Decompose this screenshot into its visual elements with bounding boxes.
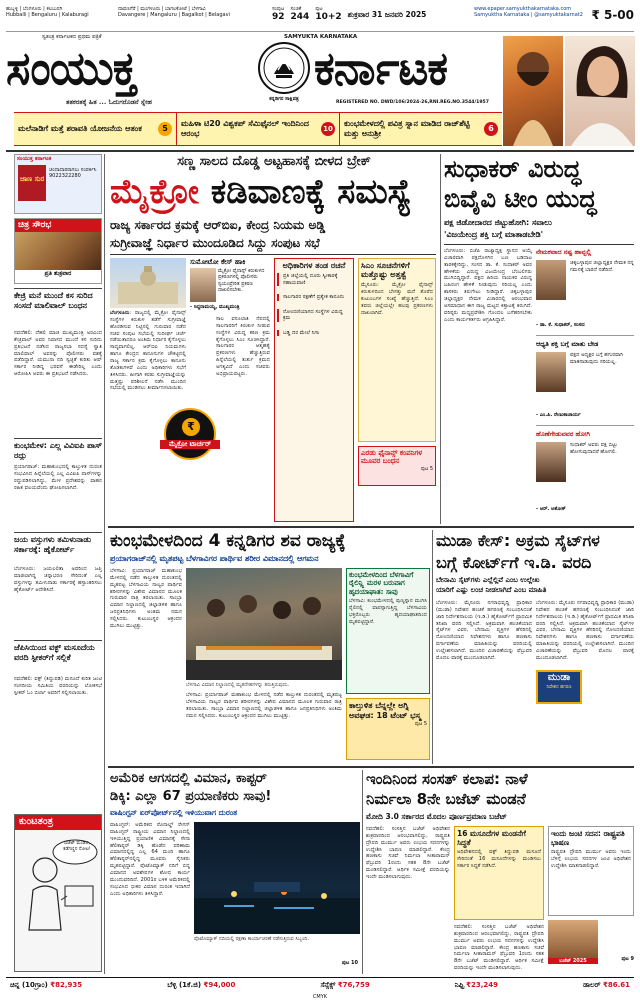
crash-page[interactable]: ಪುಟ 10 (341, 960, 358, 966)
officers-box: ಅಧಿಕಾರಿಗಳ ತಂಡ ರಚನೆ ಪ್ರತಿ ಜಿಲ್ಲೆಯಲ್ಲಿ ದೂರು ಸ್ವೀಕಾರಕ್ಕೆ ಸಹಾಯವಾಣಿ ಸಾಲಗಾರರ ರಕ್ಷಣೆಗೆ ಪ್ರತ್ಯೇಕ ಕಾನೂನು ನೋಂದಣಿಯಾಗದ ಸಂಸ್ಥೆಗಳ ವಿರುದ್ಧ ಕ್ರಮ ಬಡ್ಡಿ ದರ ಮೇಲೆ ನಿಗಾ (274, 258, 354, 522)
actor-photo (503, 36, 563, 146)
ticker-nifty: ನಿಫ್ಟಿ ₹23,249 (454, 981, 498, 990)
muda-sub-1: ಬೇನಾಮಿ ಸೈಟ್‌ಗಳು ಎಲ್ಲೆಲ್ಲಿವೆ ಎಂಬ ಉಲ್ಲೇಖ (436, 576, 540, 584)
muda-logo: ಮುಡಾ ನಿವೇಶನ ಹಗರಣ (536, 670, 582, 704)
teaser-3[interactable]: ಕುಂಭಮೇಳದಲ್ಲಿ ಪವಿತ್ರ ಸ್ನಾನ ಮಾಡಿದ ರಾಜ್‌ಶೆಟ್ಟಿ ಮತ್ತು ಅನುಶ್ರೀ 6 (340, 113, 502, 145)
cartoon-caption: ಬಜೆಟ್ ಮಂಡನೆ, ಕಡೆಗಣ್ಣಿನ ನೋಟ! (63, 841, 91, 852)
bills-box: 16 ಮಸೂದೆಗಳ ಮಂಡನೆಗೆ ಸಿದ್ಧತೆ ಅಧಿವೇಶನದಲ್ಲಿ ವಕ್ಫ್ ತಿದ್ದುಪಡಿ ಮಸೂದೆ ಸೇರಿದಂತೆ 16 ಮಸೂದೆಗಳನ್ನು ಮಂಡಿಸಲು ಸರ್ಕಾರ ಸಿದ್ಧತೆ ನಡೆಸಿದೆ. (454, 826, 544, 920)
budget-sub: ಮೋದಿ 3.0 ಸರ್ಕಾರದ ಮೊದಲ ಪೂರ್ಣಪ್ರಮಾಣ ಬಜೆಟ್ (366, 812, 507, 821)
kumbh-sub: ಪ್ರಯಾಗರಾಜ್‌ನಲ್ಲಿ ಮೃತಪಟ್ಟ ಬೆಳಗಾವಿಗರ ಪಾರ್ಥಿವ ಶರೀರ ವಿಮಾನದಲ್ಲಿ ಆಗಮನ (110, 554, 319, 563)
kumbh-headline[interactable]: ಕುಂಭಮೇಳದಿಂದ 4 ಕನ್ನಡಿಗರ ಶವ ರಾಜ್ಯಕ್ಕೆ (110, 531, 346, 551)
vidhana-soudha-photo (110, 258, 186, 308)
teaser-2[interactable]: ಮಹಿಳಾ ಟಿ20 ವಿಶ್ವಕಪ್ ಸೆಮಿಫೈನಲ್ ಇಂದಿನಿಂದ ಆರಂಭ 10 (177, 113, 340, 145)
story-headline-waqf[interactable]: ಜೆಪಿಸಿಯಿಂದ ವಕ್ಫ್ ಮಸೂದೆಯ ವರದಿ ಸ್ಪೀಕರ್‌ಗೆ ಸಲ್ಲಿಕೆ (14, 643, 95, 662)
story-body-waqf: ನವದೆಹಲಿ: ವಕ್ಫ್ (ತಿದ್ದುಪಡಿ) ಮಸೂದೆ ಕುರಿತ ಜಂಟಿ ಸಂಸದೀಯ ಸಮಿತಿಯ ವರದಿಯನ್ನು ಲೋಕಸಭೆ ಸ್ಪೀಕರ್ ಓಂ ಬಿರ್ಲಾ ಅವರಿಗೆ ಸಲ್ಲಿಸಲಾಯಿತು. (14, 676, 102, 696)
lead-story (108, 154, 438, 524)
lead-kicker: ಸಣ್ಣ ಸಾಲದ ದೊಡ್ಡ ಅಟ್ಟಹಾಸಕ್ಕೆ ಬೀಳದ ಬ್ರೇಕ್ (177, 154, 371, 169)
ticker-sensex: ಸೆನ್ಸೆಕ್ಸ್ ₹76,759 (320, 981, 370, 990)
lead-sub-2: ಸುಗ್ರೀವಾಜ್ಞೆ ನಿರ್ಧಾರ ಮುಂದೂಡಿದ ಸಿದ್ದು ಸಂಪುಟ ಸಭೆ (110, 236, 320, 250)
bjp-headline-1[interactable]: ಸುಧಾಕರ್ ವಿರುದ್ಧ (444, 155, 582, 183)
cartoon-box (14, 814, 102, 972)
ticker-dollar: ಡಾಲರ್ ₹86.61 (583, 981, 630, 990)
story-body-kumbh: ಪ್ರಯಾಗರಾಜ್: ಮಹಾಕುಂಭದಲ್ಲಿ ಕಾಲ್ತುಳಿತ ದುರಂತ ಸಂಭವಿಸಿದ ಹಿನ್ನೆಲೆಯಲ್ಲಿ ಎಲ್ಲ ವಿವಿಐಪಿ ಪಾಸ್‌ಗಳನ್ನು ರದ್ದುಪಡಿಸಲಾಗಿದ್ದು, ಮೇಳ ಪ್ರದೇಶವನ್ನು ವಾಹನ ರಹಿತ ವಲಯವೆಂದು ಘೋಷಿಸಲಾಗಿದೆ. (14, 464, 102, 491)
kumbh-photo (186, 568, 342, 680)
muda-sub-2: ಯಾರಿಗೆ ಎಷ್ಟು ಲಂಚ ನೀಡಲಾಗಿದೆ ಎಂಬ ಮಾಹಿತಿ (436, 586, 547, 594)
bjp-sub-1: ಪಕ್ಷ ಜಿಡೋದಾರದ ಜಿಟ್ಟುಹೋಗಿ: ಸವಾಲು (444, 218, 552, 227)
lead-sub-1: ರಾಜ್ಯ ಸರ್ಕಾರದ ಕ್ರಮಕ್ಕೆ ಆರ್‌ಬಿಐ, ಕೇಂದ್ರ ನಿಯಮ ಅಡ್ಡಿ (110, 218, 326, 232)
fire-box[interactable]: ಕಾಲ್ತುಳಿತ ಬೆನ್ನಲ್ಲೇ ಅಗ್ನಿ ಅವಘಡ: 18 ಟೆಂಟ್ ಭಸ್ಮ ಪುಟ 5 (346, 698, 430, 760)
tagline: ತತಕರತಕ್ಕೆ ಹಿತ ... ಓದುಗರೊಡನೆ ಸ್ನೇಹ (66, 98, 152, 106)
web-links (474, 6, 586, 19)
ashok-photo (536, 442, 566, 482)
market-ticker (6, 977, 634, 993)
cm-instructions-box: ಸಿಎಂ ಸೂಚನೆಗಳಿಗೆ ಮತ್ತೊಷ್ಟು ಅತ್ತತ್ವೆ ಮೈಸೂರು: ಮೈಕ್ರೋ ಫೈನಾನ್ಸ್ ಕಿರುಕುಳದಿಂದ ಬೇಸತ್ತು ಮನೆ ತೊರೆದ ಕುಟುಂಬಗಳ ಸಂಖ್ಯೆ ಹೆಚ್ಚುತ್ತಿದೆ. ಸಿಎಂ ತವರು ಜಿಲ್ಲೆಯಲ್ಲೇ ಹಲವು ಪ್ರಕರಣಗಳು ದಾಖಲಾಗಿವೆ. (358, 258, 436, 442)
sudhakar-quote: ನೇಮಕವಾದ ನಷ್ಟ ಹಾವ್ಬಲ್ಲಿ ಚಿಕ್ಕಬಳ್ಳಾಪುರ ಜಿಲ್ಲಾಧ್ಯಕ್ಷರ ನೇಮಕ ನನ್ನ ಗಮನಕ್ಕೆ ಬಾರದೆ ನಡೆದಿದೆ. - ಡಾ. ಕೆ. ಸುಧಾಕರ್, ಸಂಸದ (536, 248, 634, 336)
top-tag: ಸ್ವತಂತ್ರ ಕರ್ನಾಟಕದ ಪ್ರಥಮ ಪತ್ರಿಕೆ (42, 34, 102, 40)
lead-body: ಬೆಂಗಳೂರು: ರಾಜ್ಯದಲ್ಲಿ ಮೈಕ್ರೋ ಫೈನಾನ್ಸ್ ಸಂಸ್ಥೆಗಳ ಕಿರುಕುಳ ತಡೆಗೆ ಸುಗ್ರೀವಾಜ್ಞೆ ಹೊರಡಿಸುವ ನಿಟ್ಟಿನಲ್ಲಿ ಗುರುವಾರ ನಡೆದ ಸಚಿವ ಸಂಪುಟ ಸಭೆಯಲ್ಲಿ ಸುದೀರ್ಘ ಚರ್ಚೆ ನಡೆಯಿತಾದರೂ ಅಂತಿಮ ನಿರ್ಧಾರ ಕೈಗೊಳ್ಳಲು ಸಾಧ್ಯವಾಗಲಿಲ್ಲ. ಆರ್‌ಬಿಐ ನಿಯಮಗಳು ಹಾಗೂ ಕೇಂದ್ರದ ಕಾನೂನುಗಳ ಚೌಕಟ್ಟಿನಲ್ಲಿ ರಾಜ್ಯ ಸರ್ಕಾರ ಕ್ರಮ ಕೈಗೊಳ್ಳಲು ಕಾನೂನು ತೊಡಕುಗಳಿವೆ ಎಂದು ಅಧಿಕಾರಿಗಳು ಸಭೆಗೆ ತಿಳಿಸಿದರು. ಹೀಗಾಗಿ ಕರಡು ಸುಗ್ರೀವಾಜ್ಞೆಯನ್ನು ಮತ್ತಷ್ಟು ಪರಿಶೀಲನೆ ನಡೆಸಿ ಮುಂದಿನ ಸಭೆಯಲ್ಲಿ ಮಂಡಿಸಲು ತೀರ್ಮಾನಿಸಲಾಯಿತು. (110, 310, 186, 392)
ticker-silver: ಬೆಳ್ಳಿ (1ಕೆ.ಜಿ) ₹94,000 (167, 981, 236, 990)
teaser-1[interactable]: ಮಲೆನಾಡಿಗೆ ಮತ್ತೆ ಶರಾವತಿ ಯೋಜನೆಯ ಆತಂಕ 5 (14, 113, 177, 145)
cmyk-label: CMYK (312, 994, 328, 1000)
masthead-seal (258, 42, 310, 94)
lead-body-2: ಸಾಲ ವಸೂಲಾತಿ ನೆಪದಲ್ಲಿ ಸಾಲಗಾರರಿಗೆ ಕಿರುಕುಳ ನೀಡುವ ಸಂಸ್ಥೆಗಳ ವಿರುದ್ಧ ಕಠಿಣ ಕ್ರಮ ಕೈಗೊಳ್ಳಲು ಸಿಎಂ ಸೂಚಿಸಿದ್ದಾರೆ. ಸಾಲಗಾರರ ಆತ್ಮಹತ್ಯೆ ಪ್ರಕರಣಗಳು ಹೆಚ್ಚುತ್ತಿರುವ ಹಿನ್ನೆಲೆಯಲ್ಲಿ ತುರ್ತು ಕ್ರಮದ ಅಗತ್ಯವಿದೆ ಎಂದು ಸಚಿವರು ಅಭಿಪ್ರಾಯಪಟ್ಟರು. (216, 316, 270, 377)
small-title: SAMYUKTA KARNATAKA (284, 34, 358, 40)
muda-headline-2[interactable]: ಬಗ್ಗೆ ಕೋರ್ಟ್‌ಗೆ ಇ.ಡಿ. ವರದಿ (436, 553, 592, 572)
muda-headline-1[interactable]: ಮುಡಾ ಕೇಸ್: ಅಕ್ರಮ ಸೈಟ್‌ಗಳ (436, 531, 600, 550)
masthead-title-left: ಸಂಯುಕ್ತ (6, 41, 137, 95)
budget-page[interactable]: ಪುಟ 9 (621, 956, 634, 962)
story-body-maliwal: ನವದೆಹಲಿ: ದೆಹಲಿ ಮಾಜಿ ಮುಖ್ಯಮಂತ್ರಿ ಅರವಿಂದ ಕೇಜ್ರಿವಾಲ್ ಅವರ ನಿವಾಸದ ಮುಂದೆ ಕಸ ಸುರಿದು ಪ್ರತಿಭಟನೆ ನಡೆಸಿದ ರಾಜ್ಯಸಭಾ ಸದಸ್ಯೆ ಸ್ವಾತಿ ಮಾಲಿವಾಲ್ ಅವರನ್ನು ಪೊಲೀಸರು ವಶಕ್ಕೆ ಪಡೆದಿದ್ದಾರೆ. ಯಮುನಾ ನದಿ ಸ್ವಚ್ಛತೆ ಕುರಿತು ಆಪ್ ಸರ್ಕಾರ ನೀಡಿದ್ದ ಭರವಸೆ ಈಡೇರಿಲ್ಲ ಎಂದು ಆರೋಪಿಸಿ ಅವರು ಈ ಪ್ರತಿಭಟನೆ ನಡೆಸಿದರು. (14, 330, 102, 378)
issue-date: ಶುಕ್ರವಾರ 31 ಜನವರಿ 2025 (347, 10, 427, 20)
bjp-body: ಬೆಂಗಳೂರು: ಬಿಜೆಪಿ ರಾಜ್ಯಾಧ್ಯಕ್ಷ ಸ್ಥಾನದ ಆಯ್ಕೆ ವಿಚಾರವಾಗಿ ಪಕ್ಷದೊಳಗಿನ ಬಣ ಬಡಿದಾಟ ತಾರಕಕ್ಕೇರಿದ್ದು, ಸಂಸದ ಡಾ. ಕೆ. ಸುಧಾಕರ್ ಅವರ ಹೇಳಿಕೆಯ ವಿರುದ್ಧ ವಿಜಯೇಂದ್ರ ಬೆಂಬಲಿಗರು ಮುಗಿಬಿದ್ದಿದ್ದಾರೆ. ಪಕ್ಷದ ಹಿರಿಯ ನಾಯಕರ ವಿರುದ್ಧ ಬಹಿರಂಗ ಹೇಳಿಕೆ ನೀಡುವುದು ಸರಿಯಲ್ಲ ಎಂದು ಶಾಸಕರು ತಿರುಗೇಟು ನೀಡಿದ್ದಾರೆ. ಚಿಕ್ಕಬಳ್ಳಾಪುರ ಜಿಲ್ಲಾಧ್ಯಕ್ಷರ ನೇಮಕ ವಿಚಾರದಲ್ಲಿ ಆರಂಭವಾದ ಅಸಮಾಧಾನ ಈಗ ರಾಜ್ಯ ಮಟ್ಟದ ಕಿತ್ತಾಟಕ್ಕೆ ತಿರುಗಿದೆ. ವರಿಷ್ಠರು ಮಧ್ಯಪ್ರವೇಶಿಸಿ ಗೊಂದಲ ಬಗೆಹರಿಸಬೇಕು ಎಂದು ಕಾರ್ಯಕರ್ತರು ಆಗ್ರಹಿಸಿದ್ದಾರೆ. (444, 248, 532, 323)
ashok-quote: ಹೊಣೆಗೇಡುವವರ ಹೋಗಿ ಸುಧಾಕರ್ ಅವರು ಪಕ್ಷ ಬಿಟ್ಟು ಹೋಗುವುದಾದರೆ ಹೋಗಲಿ. - ಆರ್. ಅಶೋಕ್ (536, 430, 618, 512)
sudhakar-photo (536, 260, 566, 300)
cartoon-title: ಕುಂಟತಂತ್ರ (15, 815, 101, 830)
ticker-gold: ಚಿನ್ನ (10ಗ್ರಾಂ) ₹82,935 (10, 981, 83, 990)
left-column (14, 154, 102, 974)
crash-photo (194, 822, 360, 934)
budget-body-2: ನವದೆಹಲಿ: ಸಂಸತ್ತಿನ ಬಜೆಟ್ ಅಧಿವೇಶನ ಶುಕ್ರವಾರದಿಂದ ಆರಂಭವಾಗಲಿದ್ದು, ರಾಷ್ಟ್ರಪತಿ ದ್ರೌಪದಿ ಮುರ್ಮು ಅವರು ಉಭಯ ಸದನಗಳನ್ನು ಉದ್ದೇಶಿಸಿ ಭಾಷಣ ಮಾಡಲಿದ್ದಾರೆ. ಕೇಂದ್ರ ಹಣಕಾಸು ಸಚಿವೆ ನಿರ್ಮಲಾ ಸೀತಾರಾಮನ್ ಫೆಬ್ರುವರಿ 1ರಂದು ಸತತ 8ನೇ ಬಜೆಟ್ ಮಂಡಿಸಲಿದ್ದಾರೆ. ಆರ್ಥಿಕ ಸಮೀಕ್ಷೆ ವರದಿಯನ್ನು ಇಂದೇ ಮಂಡಿಸಲಾಗುವುದು. (454, 924, 544, 972)
top-bar (6, 4, 634, 32)
budget-story (366, 770, 634, 974)
actress-photo (565, 36, 635, 146)
editions-1: ಹುಬ್ಬಳ್ಳಿ | ಬೆಂಗಳೂರು | ಕಲಬುರಗಿ Hubballi | Bengaluru | Kalaburagi (6, 6, 89, 19)
social-handles: Samyuktha Karnataka | @samyuktakarnat2 (474, 12, 583, 19)
muda-story (436, 530, 634, 764)
masthead-title-right: ಕರ್ನಾಟಕ (314, 41, 448, 95)
kumbh-body-2: ಬೆಳಗಾವಿ: ಪ್ರಯಾಗರಾಜ್ ಮಹಾಕುಂಭ ಮೇಳದಲ್ಲಿ ನಡೆದ ಕಾಲ್ತುಳಿತ ದುರಂತದಲ್ಲಿ ಮೃತಪಟ್ಟ ಬೆಳಗಾವಿಯ ನಾಲ್ವರ ಪಾರ್ಥಿವ ಶರೀರಗಳನ್ನು ವಿಶೇಷ ವಿಮಾನದ ಮೂಲಕ ಗುರುವಾರ ರಾತ್ರಿ ತರಲಾಯಿತು. ಸಾಂಬ್ರಾ ವಿಮಾನ ನಿಲ್ದಾಣದಲ್ಲಿ ಜಿಲ್ಲಾಡಳಿತ ಹಾಗೂ ಜನಪ್ರತಿನಿಧಿಗಳು ಅಂತಿಮ ನಮನ ಸಲ್ಲಿಸಿದರು. ಕುಟುಂಬಸ್ಥರ ಆಕ್ರಂದನ ಮುಗಿಲು ಮುಟ್ಟಿತ್ತು. (186, 692, 342, 719)
cm-quote: ಸುಮೋಟೋ ಕೇಸ್ ಹಾಕಿ ಮೈಕ್ರೋ ಫೈನಾನ್ಸ್ ಕಿರುಕುಳದ ಪ್ರಕರಣಗಳಲ್ಲಿ ಪೊಲೀಸರು ಸ್ವಯಂಪ್ರೇರಿತ ಪ್ರಕರಣ ದಾಖಲಿಸಬೇಕು. - ಸಿದ್ದರಾಮಯ್ಯ, ಮುಖ್ಯಮಂತ್ರಿ (190, 258, 265, 310)
story-headline-jaya[interactable]: ಜಯ ವಸ್ತುಗಳು ತಮಿಳುನಾಡು ಸರ್ಕಾರಕ್ಕೆ: ಹೈಕೋರ್ಟ್ (14, 535, 92, 554)
budget-headline-2[interactable]: ನಿರ್ಮಲಾ 8ನೇ ಬಜೆಟ್ ಮಂಡನೆ (366, 790, 526, 808)
story-headline-maliwal[interactable]: ಕೇಜ್ರಿ ಮನೆ ಮುಂದೆ ಕಸ ಸುರಿದ ಸಂಸದೆ ಮಾಲಿವಾಲ್ ಬಂಧನ (14, 291, 93, 310)
cm-photo (190, 268, 216, 302)
bjp-headline-2[interactable]: ಬಿವೈವಿ ಟೀಂ ಯುದ್ಧ (444, 185, 597, 213)
story-headline-kumbh[interactable]: ಕುಂಭಮೇಳ: ಎಲ್ಲ ವಿವಿಐಪಿ ಪಾಸ್ ರದ್ದು (14, 441, 102, 460)
teaser-strip (14, 112, 502, 146)
budget-headline-1[interactable]: ಇಂದಿನಿಂದ ಸಂಸತ್ ಕಲಾಪ: ನಾಳೆ (366, 770, 528, 788)
arrest-box[interactable]: ಎರಡು ಫೈನಾನ್ಸ್ ಕಂಪನಿಗಳ ಮೂವರ ಬಂಧನ ಪುಟ 5 (358, 446, 436, 486)
torture-badge: ₹ ಮೈಕ್ರೋ ಟಾರ್ಚರ್ (164, 408, 216, 460)
chitra-promo[interactable]: ಚಿತ್ರ ಸೌರಭ ಪ್ರತಿ ಶುಕ್ರವಾರ (14, 218, 102, 284)
magazine-promo[interactable]: ಸಂಯುಕ್ತ ಕರ್ನಾಟಕ ಜಾಣ ಸುರ ಚಂದಾದಾರರಾಗಲು ಸಂಪರ್ಕಿಸಿ 9022322280 (14, 154, 102, 214)
kumbh-story (108, 530, 430, 764)
lead-headline[interactable]: ಮೈಕ್ರೋ ಕಡಿವಾಣಕ್ಕೆ ಸಮಸ್ಯೆ (110, 172, 412, 212)
editions-2: ದಾವಣಗೆರೆ | ಮಂಗಳೂರು | ಬಾಗಲಕೋಟೆ | ಬೆಳಗಾವಿ Davangere | Mangaluru | Bagalkot | Belagavi (118, 6, 230, 19)
crash-caption: ಪೊಟೊಮ್ಯಾಕ್ ನದಿಯಲ್ಲಿ ರಕ್ಷಣಾ ಕಾರ್ಯಾಚರಣೆ ನಡೆಸುತ್ತಿರುವ ಸಿಬ್ಬಂದಿ. (194, 936, 309, 942)
muda-body-2: ಬೆಂಗಳೂರು: ಮೈಸೂರು ನಗರಾಭಿವೃದ್ಧಿ ಪ್ರಾಧಿಕಾರ (ಮುಡಾ) ನಿವೇಶನ ಹಂಚಿಕೆ ಹಗರಣಕ್ಕೆ ಸಂಬಂಧಿಸಿದಂತೆ ಜಾರಿ ನಿರ್ದೇಶನಾಲಯ (ಇ.ಡಿ.) ಹೈಕೋರ್ಟ್‌ಗೆ ಪ್ರಾಥಮಿಕ ತನಿಖಾ ವರದಿ ಸಲ್ಲಿಸಿದೆ. ಅಕ್ರಮವಾಗಿ ಹಂಚಿಕೆಯಾದ ಸೈಟ್‌ಗಳ ವಿವರ, ಬೇನಾಮಿ ವ್ಯಕ್ತಿಗಳ ಹೆಸರಿನಲ್ಲಿ ನೋಂದಣಿಯಾದ ನಿವೇಶನಗಳು ಹಾಗೂ ಹಣಕಾಸು ವರ್ಗಾವಣೆಯ ಮಾಹಿತಿಯನ್ನು ವರದಿಯಲ್ಲಿ ಉಲ್ಲೇಖಿಸಲಾಗಿದೆ. ಮುಂದಿನ ವಿಚಾರಣೆಯನ್ನು ಫೆಬ್ರುವರಿ ಮೊದಲ ವಾರಕ್ಕೆ ಮುಂದೂಡಲಾಗಿದೆ. (536, 600, 634, 661)
price: ₹ 5-00 (591, 8, 634, 22)
heart-attack-box: ಕುಂಭಮೇಳದಿಂದ ಬೆಳಗಾವಿಗೆ ರೈಲಿನ್ಲ್ಲಿ ಮರಳ ಬರುವಾಗ ಹೃದಯಾಘಾತ: ಸಾವು ಬೆಳಗಾವಿ: ಕುಂಭಮೇಳದಲ್ಲಿ ಪುಣ್ಯಸ್ನಾನ ಮುಗಿಸಿ ರೈಲಿನಲ್ಲಿ ವಾಪಸ್ಸಾಗುತ್ತಿದ್ದ ಬೆಳಗಾವಿಯ ಭಕ್ತರೊಬ್ಬರು ಹೃದಯಾಘಾತದಿಂದ ಮೃತಪಟ್ಟಿದ್ದಾರೆ. (346, 568, 430, 694)
renukacharya-photo (536, 352, 566, 392)
registered-no: REGISTERED NO. DWD/106/2024-26,RNI.REG.NO.3544/1957 (336, 100, 489, 105)
seal-text: ಕನ್ನಡಿಗರ ಸಾಕ್ಷಿಪತ್ರ (269, 96, 299, 102)
nirmala-photo: ಬಜೆಟ್ 2025 (548, 920, 598, 964)
kumbh-caption: ಬೆಳಗಾವಿ ವಿಮಾನ ನಿಲ್ದಾಣದಲ್ಲಿ ಮೃತದೇಹಗಳನ್ನು ತರುತ್ತಿರುವುದು. (186, 682, 290, 688)
issue-info: ಸಂಪುಟ 92 ಸಂಚಿಕೆ 244 ಪುಟ 10+2 ಶುಕ್ರವಾರ 31 ಜನವರಿ 2025 (272, 6, 427, 23)
muda-body: ಬೆಂಗಳೂರು: ಮೈಸೂರು ನಗರಾಭಿವೃದ್ಧಿ ಪ್ರಾಧಿಕಾರ (ಮುಡಾ) ನಿವೇಶನ ಹಂಚಿಕೆ ಹಗರಣಕ್ಕೆ ಸಂಬಂಧಿಸಿದಂತೆ ಜಾರಿ ನಿರ್ದೇಶನಾಲಯ (ಇ.ಡಿ.) ಹೈಕೋರ್ಟ್‌ಗೆ ಪ್ರಾಥಮಿಕ ತನಿಖಾ ವರದಿ ಸಲ್ಲಿಸಿದೆ. ಅಕ್ರಮವಾಗಿ ಹಂಚಿಕೆಯಾದ ಸೈಟ್‌ಗಳ ವಿವರ, ಬೇನಾಮಿ ವ್ಯಕ್ತಿಗಳ ಹೆಸರಿನಲ್ಲಿ ನೋಂದಣಿಯಾದ ನಿವೇಶನಗಳು ಹಾಗೂ ಹಣಕಾಸು ವರ್ಗಾವಣೆಯ ಮಾಹಿತಿಯನ್ನು ವರದಿಯಲ್ಲಿ ಉಲ್ಲೇಖಿಸಲಾಗಿದೆ. ಮುಂದಿನ ವಿಚಾರಣೆಯನ್ನು ಫೆಬ್ರುವರಿ ಮೊದಲ ವಾರಕ್ಕೆ ಮುಂದೂಡಲಾಗಿದೆ. (436, 600, 532, 661)
renukacharya-quote: ಆಧ್ಯತಿ ಶಕ್ತಿ ಬಗ್ಗೆ ಮಾತು ಬೇಡ ಪಕ್ಷದ ಅಧ್ಯಕ್ಷರ ಬಗ್ಗೆ ಹಗುರವಾಗಿ ಮಾತನಾಡುವುದು ಸರಿಯಲ್ಲ. - ಎಂ.ಪಿ. ರೇಣುಕಾಚಾರ್ಯ (536, 340, 634, 426)
us-crash-story (108, 770, 360, 974)
crash-headline-1[interactable]: ಅಮೆರಿಕ ಆಗಸದಲ್ಲಿ ವಿಮಾನ, ಕಾಪ್ಟರ್ (110, 771, 267, 786)
kumbh-body: ಬೆಳಗಾವಿ: ಪ್ರಯಾಗರಾಜ್ ಮಹಾಕುಂಭ ಮೇಳದಲ್ಲಿ ನಡೆದ ಕಾಲ್ತುಳಿತ ದುರಂತದಲ್ಲಿ ಮೃತಪಟ್ಟ ಬೆಳಗಾವಿಯ ನಾಲ್ವರ ಪಾರ್ಥಿವ ಶರೀರಗಳನ್ನು ವಿಶೇಷ ವಿಮಾನದ ಮೂಲಕ ಗುರುವಾರ ರಾತ್ರಿ ತರಲಾಯಿತು. ಸಾಂಬ್ರಾ ವಿಮಾನ ನಿಲ್ದಾಣದಲ್ಲಿ ಜಿಲ್ಲಾಡಳಿತ ಹಾಗೂ ಜನಪ್ರತಿನಿಧಿಗಳು ಅಂತಿಮ ನಮನ ಸಲ್ಲಿಸಿದರು. ಕುಟುಂಬಸ್ಥರ ಆಕ್ರಂದನ ಮುಗಿಲು ಮುಟ್ಟಿತ್ತು. (110, 568, 182, 629)
bjp-sub-2: 'ವಿಜಯೇಂದ್ರ ಶಕ್ತಿ ಬಗ್ಗೆ ಮಾತಾಡಬೇಡಿ' (444, 230, 544, 239)
website-link: www.epaper.samyukthakarnataka.com (474, 6, 572, 12)
crash-sub: ವಾಷಿಂಗ್ಟನ್ ಏರ್‌ಪೋರ್ಟ್‌ನಲ್ಲಿ ಇಳಿಯುವಾಗ ದುರಂತ (110, 808, 238, 817)
budget-body: ನವದೆಹಲಿ: ಸಂಸತ್ತಿನ ಬಜೆಟ್ ಅಧಿವೇಶನ ಶುಕ್ರವಾರದಿಂದ ಆರಂಭವಾಗಲಿದ್ದು, ರಾಷ್ಟ್ರಪತಿ ದ್ರೌಪದಿ ಮುರ್ಮು ಅವರು ಉಭಯ ಸದನಗಳನ್ನು ಉದ್ದೇಶಿಸಿ ಭಾಷಣ ಮಾಡಲಿದ್ದಾರೆ. ಕೇಂದ್ರ ಹಣಕಾಸು ಸಚಿವೆ ನಿರ್ಮಲಾ ಸೀತಾರಾಮನ್ ಫೆಬ್ರುವರಿ 1ರಂದು ಸತತ 8ನೇ ಬಜೆಟ್ ಮಂಡಿಸಲಿದ್ದಾರೆ. ಆರ್ಥಿಕ ಸಮೀಕ್ಷೆ ವರದಿಯನ್ನು ಇಂದೇ ಮಂಡಿಸಲಾಗುವುದು. (366, 826, 450, 881)
crash-headline-2[interactable]: ಡಿಕ್ಕಿ: ಎಲ್ಲಾ 67 ಪ್ರಯಾಣಿಕರು ಸಾವು! (110, 789, 272, 804)
bjp-story (444, 154, 634, 524)
story-body-jaya: ಬೆಂಗಳೂರು: ಜಯಲಲಿತಾ ಅವರಿಂದ ಜಪ್ತಿ ಮಾಡಲಾಗಿದ್ದ ಚಿನ್ನಾಭರಣ ಸೇರಿದಂತೆ ಎಲ್ಲ ವಸ್ತುಗಳನ್ನು ತಮಿಳುನಾಡು ಸರ್ಕಾರಕ್ಕೆ ಹಸ್ತಾಂತರಿಸಲು ಹೈಕೋರ್ಟ್ ಆದೇಶಿಸಿದೆ. (14, 566, 102, 593)
president-box: ಇಂದು ಜಂಟಿ ಸದನ: ರಾಷ್ಟ್ರಪತಿ ಭಾಷಣ ರಾಷ್ಟ್ರಪತಿ ದ್ರೌಪದಿ ಮುರ್ಮು ಅವರು ಇಂದು ಬೆಳಿಗ್ಗೆ ಉಭಯ ಸದನಗಳ ಜಂಟಿ ಅಧಿವೇಶನ ಉದ್ದೇಶಿಸಿ ಮಾತನಾಡಲಿದ್ದಾರೆ. (548, 826, 634, 916)
crash-body: ವಾಷಿಂಗ್ಟನ್: ಅಮೆರಿಕದ ರೊನಾಲ್ಡ್ ರೇಗನ್ ವಾಷಿಂಗ್ಟನ್ ರಾಷ್ಟ್ರೀಯ ವಿಮಾನ ನಿಲ್ದಾಣದಲ್ಲಿ ಇಳಿಯುತ್ತಿದ್ದ ಪ್ರಯಾಣಿಕ ವಿಮಾನಕ್ಕೆ ಸೇನಾ ಹೆಲಿಕಾಪ್ಟರ್ ಡಿಕ್ಕಿ ಹೊಡೆದ ಪರಿಣಾಮ ವಿಮಾನದಲ್ಲಿದ್ದ ಎಲ್ಲ 64 ಮಂದಿ ಹಾಗೂ ಹೆಲಿಕಾಪ್ಟರ್‌ನಲ್ಲಿದ್ದ ಮೂವರು ಸೈನಿಕರು ಮೃತಪಟ್ಟಿದ್ದಾರೆ. ಪೊಟೊಮ್ಯಾಕ್ ನದಿಗೆ ಬಿದ್ದ ವಿಮಾನದ ಅವಶೇಷಗಳ ಶೋಧ ಕಾರ್ಯ ಮುಂದುವರಿದಿದೆ. 2001ರ ಬಳಿಕ ಅಮೆರಿಕದಲ್ಲಿ ಸಂಭವಿಸಿದ ಭೀಕರ ವಿಮಾನ ದುರಂತ ಇದಾಗಿದೆ ಎಂದು ಅಧಿಕಾರಿಗಳು ತಿಳಿಸಿದ್ದಾರೆ. (110, 822, 190, 897)
